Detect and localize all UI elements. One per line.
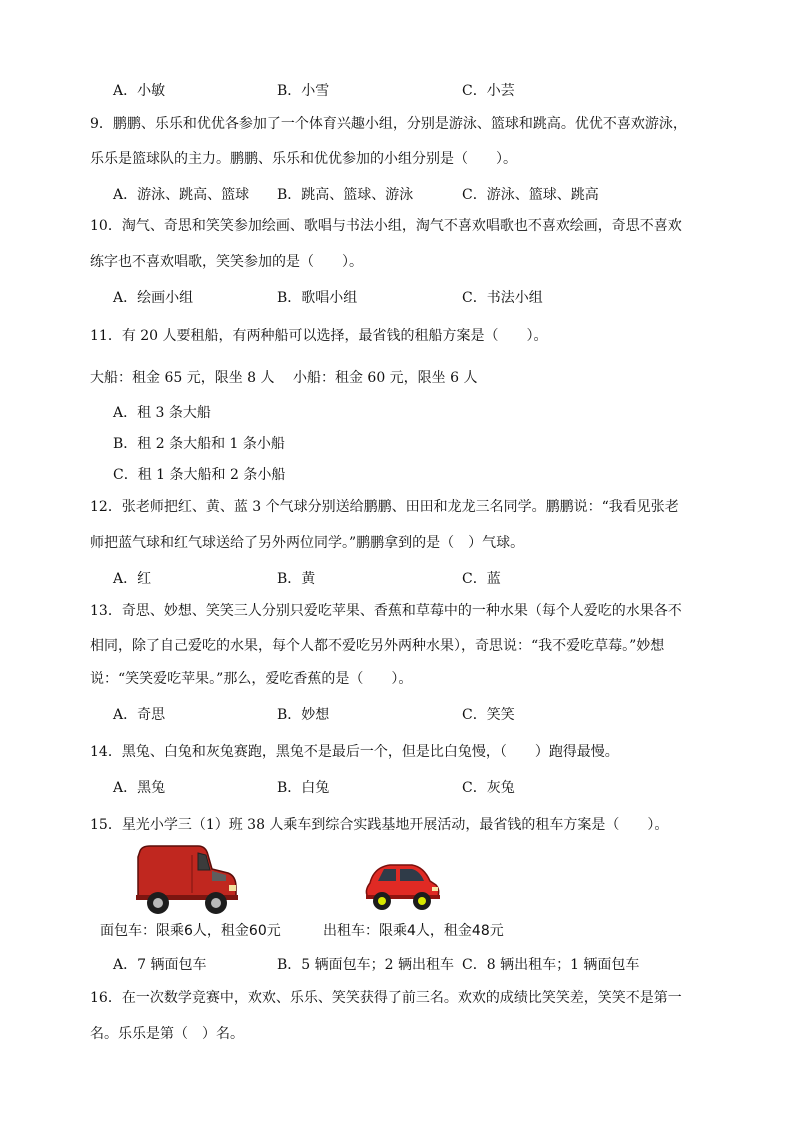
option-c[interactable]: C．蓝 [462,571,501,587]
option-b[interactable]: B．租 2 条大船和 1 条小船 [113,436,285,452]
option-b[interactable]: B．白兔 [277,780,330,796]
van-caption: 面包车：限乘6人，租金60元 [100,923,281,939]
option-b[interactable]: B．小雪 [277,83,330,99]
option-c[interactable]: C．8 辆出租车；1 辆面包车 [462,957,640,973]
option-a[interactable]: A．7 辆面包车 [113,957,207,973]
question-text: 14．黑兔、白兔和灰兔赛跑，黑兔不是最后一个，但是比白兔慢，（ ）跑得最慢。 [90,744,619,760]
question-text: 名。乐乐是第（ ）名。 [90,1026,244,1042]
red-car-icon [362,855,442,913]
option-a[interactable]: A．租 3 条大船 [113,405,211,421]
option-a[interactable]: A．绘画小组 [113,290,194,306]
option-a[interactable]: A．游泳、跳高、篮球 [113,187,250,203]
option-c[interactable]: C．灰兔 [462,780,515,796]
question-text: 15．星光小学三（1）班 38 人乘车到综合实践基地开展活动，最省钱的租车方案是（ ）。 [90,817,669,833]
boat-prices: 大船：租金 65 元，限坐 8 人 小船：租金 60 元，限坐 6 人 [90,370,478,386]
option-b[interactable]: B．黄 [277,571,316,587]
question-text: 相同，除了自己爱吃的水果，每个人都不爱吃另外两种水果），奇思说：“我不爱吃草莓。”妙想 [90,638,665,654]
question-text: 12．张老师把红、黄、蓝 3 个气球分别送给鹏鹏、田田和龙龙三名同学。鹏鹏说：“我看见张老 [90,499,679,515]
question-text: 16．在一次数学竞赛中，欢欢、乐乐、笑笑获得了前三名。欢欢的成绩比笑笑差，笑笑不是第一 [90,990,682,1006]
option-a[interactable]: A．奇思 [113,707,166,723]
question-text: 师把蓝气球和红气球送给了另外两位同学。”鹏鹏拿到的是（ ）气球。 [90,535,525,551]
option-b[interactable]: B．5 辆面包车；2 辆出租车 [277,957,455,973]
option-c[interactable]: C．小芸 [462,83,515,99]
question-text: 乐乐是篮球队的主力。鹏鹏、乐乐和优优参加的小组分别是（ ）。 [90,151,517,167]
option-b[interactable]: B．歌唱小组 [277,290,358,306]
question-text: 9．鹏鹏、乐乐和优优各参加了一个体育兴趣小组，分别是游泳、篮球和跳高。优优不喜欢游泳， [90,116,687,132]
question-text: 说：“笑笑爱吃苹果。”那么，爱吃香蕉的是（ ）。 [90,671,413,687]
question-text: 10．淘气、奇思和笑笑参加绘画、歌唱与书法小组，淘气不喜欢唱歌也不喜欢绘画，奇思不喜欢 [90,218,682,234]
red-van-icon [132,843,240,917]
question-text: 13．奇思、妙想、笑笑三人分别只爱吃苹果、香蕉和草莓中的一种水果（每个人爱吃的水果各不 [90,603,682,619]
option-a[interactable]: A．小敏 [113,83,166,99]
option-b[interactable]: B．妙想 [277,707,330,723]
option-a[interactable]: A．黑兔 [113,780,166,796]
question-text: 练字也不喜欢唱歌，笑笑参加的是（ ）。 [90,254,363,270]
option-c[interactable]: C．笑笑 [462,707,515,723]
option-b[interactable]: B．跳高、篮球、游泳 [277,187,414,203]
question-text: 11．有 20 人要租船，有两种船可以选择，最省钱的租船方案是（ ）。 [90,328,548,344]
option-c[interactable]: C．书法小组 [462,290,543,306]
taxi-caption: 出租车：限乘4人，租金48元 [323,923,504,939]
option-c[interactable]: C．租 1 条大船和 2 条小船 [113,467,286,483]
option-c[interactable]: C．游泳、篮球、跳高 [462,187,599,203]
option-a[interactable]: A．红 [113,571,152,587]
